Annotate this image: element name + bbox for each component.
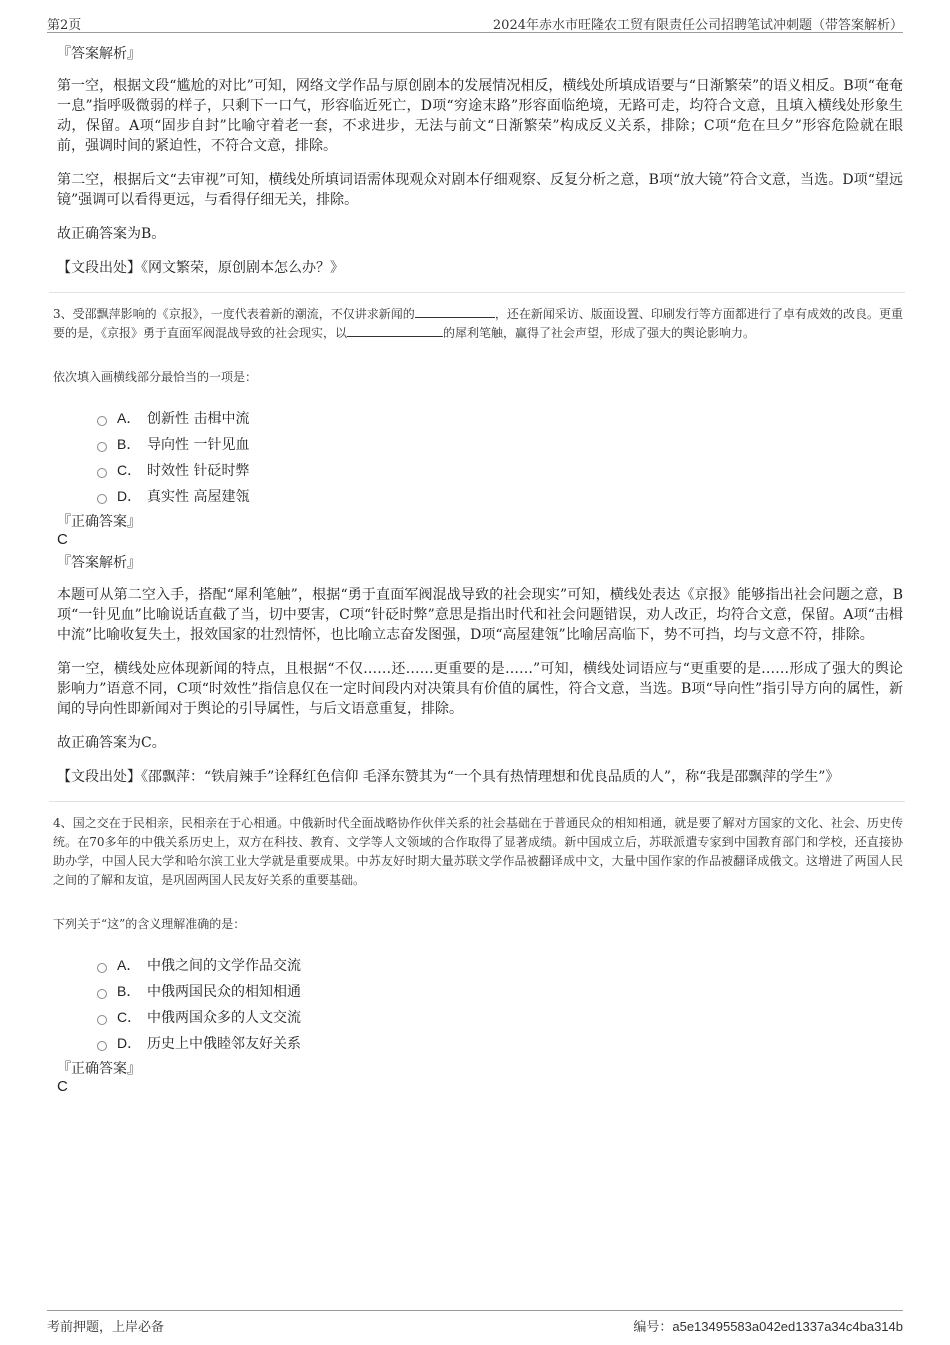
footer-slogan: 考前押题，上岸必备 — [47, 1320, 165, 1335]
q4-options — [97, 952, 903, 1056]
q3-answer: C — [57, 531, 68, 548]
page-number: 第2页 — [47, 18, 82, 33]
q3-source: 【文段出处】《邵飘萍：“铁肩辣手”诠释红色信仰 毛泽东赞其为“一个具有热情理想和优良品质的人”，称“我是邵飘萍的学生”》 — [57, 769, 840, 785]
radio-icon[interactable] — [97, 416, 107, 426]
q3-options — [97, 405, 903, 509]
q3-blank-2 — [347, 324, 443, 337]
page-content — [53, 44, 903, 1096]
q3-conclusion: 故正确答案为C。 — [57, 735, 166, 751]
page-header — [47, 12, 903, 33]
q3-analysis-paragraph-2: 第一空，横线处应体现新闻的特点，且根据“不仅……还……更重要的是……”可知，横线处词语应与“更重要的是……形成了强大的舆论影响力”语意不同，C项“时效性”指信息仅在一定时间段内对决策具有价值的属性，符合文意，当选。B项“导向性”指引导方向的属性，新闻的导向性即新闻对于舆论的引导属性，与后文语意重复，排除。 — [57, 661, 903, 717]
radio-icon[interactable] — [97, 1041, 107, 1051]
radio-icon[interactable] — [97, 963, 107, 973]
q4-prompt: 下列关于“这”的含义理解准确的是： — [53, 917, 246, 931]
q4-option-d[interactable]: D． 历史上中俄睦邻友好关系 — [97, 1030, 903, 1056]
document-title: 2024年赤水市旺隆农工贸有限责任公司招聘笔试冲刺题（带答案解析） — [492, 18, 903, 33]
footer-code — [633, 1316, 903, 1335]
q2-analysis-paragraph-1: 第一空，根据文段“尴尬的对比”可知，网络文学作品与原创剧本的发展情况相反，横线处所填成语要与“日渐繁荣”的语义相反。B项“奄奄一息”指呼吸微弱的样子，只剩下一口气，形容临近死亡，D项“穷途末路”形容面临绝境，无路可走，均符合文意，且填入横线处形象生动，保留。A项“固步自封”比喻守着老一套，不求进步，无法与前文“日渐繁荣”构成反义关系，排除；C项“危在旦夕”形容危险就在眼前，强调时间的紧迫性，不符合文意，排除。 — [57, 78, 903, 154]
radio-icon[interactable] — [97, 442, 107, 452]
q3-text-part-1: 3、受邵飘萍影响的《京报》，一度代表着新的潮流，不仅讲求新闻的 — [53, 307, 415, 321]
radio-icon[interactable] — [97, 468, 107, 478]
q3-option-c[interactable]: C． 时效性 针砭时弊 — [97, 457, 903, 483]
q3-text-part-2: ，还在新闻采访、版面设置、印刷发行等方面都进行了卓有成效的改良。更重要的是，《京报》勇于直面军阀混战导致的社会现实，以 — [53, 307, 903, 340]
q3-analysis-label: 『答案解析』 — [57, 555, 141, 571]
q3-text-part-3: 的犀利笔触，赢得了社会声望，形成了强大的舆论影响力。 — [443, 326, 756, 340]
q3-option-a[interactable]: A． 创新性 击楫中流 — [97, 405, 903, 431]
q3-analysis-paragraph-1: 本题可从第二空入手，搭配“犀利笔触”，根据“勇于直面军阀混战导致的社会现实”可知，横线处表达《京报》能够指出社会问题之意，B项“一针见血”比喻说话直截了当，切中要害，C项“针砭时弊”意思是指出时代和社会问题错误，劝人改正，均符合文意，保留。A项“击楫中流”比喻收复失土，报效国家的壮烈情怀，也比喻立志奋发图强，D项“高屋建瓴”比喻居高临下，势不可挡，均与文意不符，排除。 — [57, 587, 903, 643]
page-footer — [47, 1310, 903, 1335]
divider — [49, 292, 905, 293]
q2-analysis-paragraph-2: 第二空，根据后文“去审视”可知，横线处所填词语需体现观众对剧本仔细观察、反复分析之意，B项“放大镜”符合文意，当选。D项“望远镜”强调可以看得更远，与看得仔细无关，排除。 — [57, 172, 903, 208]
radio-icon[interactable] — [97, 494, 107, 504]
q4-answer-label: 『正确答案』 — [57, 1061, 141, 1077]
q4-option-c[interactable]: C． 中俄两国众多的人文交流 — [97, 1004, 903, 1030]
radio-icon[interactable] — [97, 1015, 107, 1025]
q3-option-b[interactable]: B． 导向性 一针见血 — [97, 431, 903, 457]
divider — [49, 801, 905, 802]
footer-code-label: 编号： — [633, 1320, 673, 1335]
radio-icon[interactable] — [97, 989, 107, 999]
q4-answer: C — [57, 1078, 68, 1095]
q3-question-text — [53, 305, 903, 343]
q2-source: 【文段出处】《网文繁荣，原创剧本怎么办？》 — [57, 260, 344, 276]
q3-blank-1 — [415, 305, 495, 318]
footer-code-value: a5e13495583a042ed1337a34c4ba314b — [672, 1319, 903, 1334]
q3-prompt: 依次填入画横线部分最恰当的一项是： — [53, 370, 258, 384]
q4-option-b[interactable]: B． 中俄两国民众的相知相通 — [97, 978, 903, 1004]
q4-option-a[interactable]: A． 中俄之间的文学作品交流 — [97, 952, 903, 978]
q3-option-d[interactable]: D． 真实性 高屋建瓴 — [97, 483, 903, 509]
q2-analysis-label: 『答案解析』 — [57, 46, 141, 62]
q2-conclusion: 故正确答案为B。 — [57, 226, 166, 242]
q3-answer-label: 『正确答案』 — [57, 514, 141, 530]
q4-question-text: 4、国之交在于民相亲，民相亲在于心相通。中俄新时代全面战略协作伙伴关系的社会基础在于普通民众的相知相通，就是要了解对方国家的文化、社会、历史传统。在70多年的中俄关系历史上，双方在科技、教育、文学等人文领域的合作取得了显著成绩。新中国成立后，苏联派遣专家到中国教育部门和学校，还直接协助办学，中国人民大学和哈尔滨工业大学就是重要成果。中苏友好时期大量苏联文学作品被翻译成中文，大量中国作家的作品被翻译成俄文。这增进了两国人民之间的了解和友谊，是巩固两国人民友好关系的重要基础。 — [53, 816, 903, 887]
